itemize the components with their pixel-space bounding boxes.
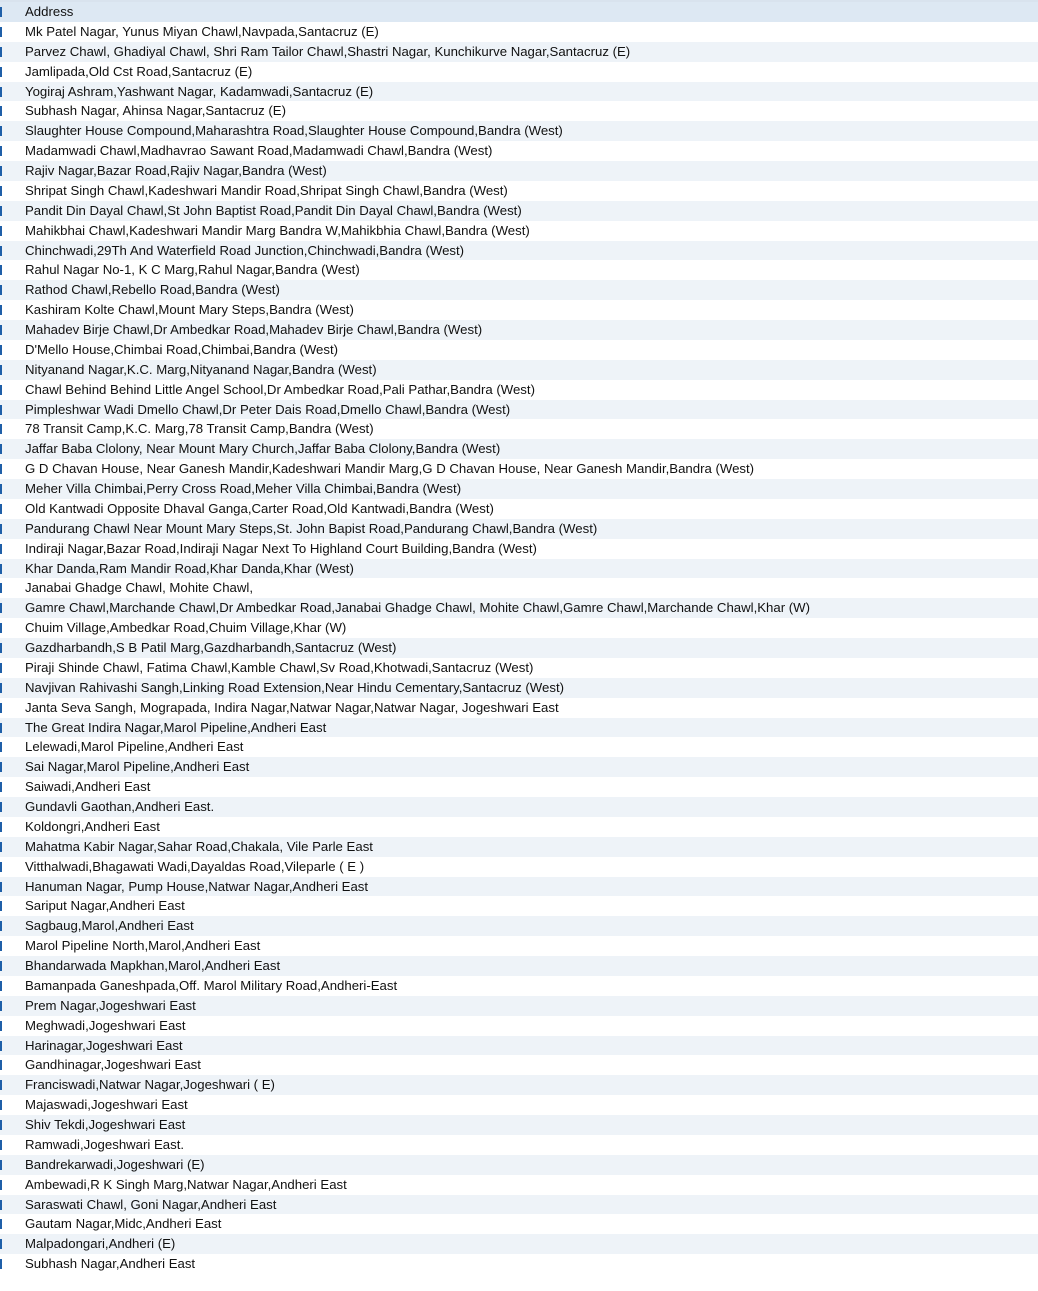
row-marker: [0, 564, 2, 574]
table-row: [0, 1234, 1038, 1254]
row-marker: [0, 882, 2, 892]
address-cell: Vitthalwadi,Bhagawati Wadi,Dayaldas Road,Vileparle ( E ): [25, 858, 365, 874]
row-marker: [0, 325, 2, 335]
table-row: [0, 1155, 1038, 1175]
row-marker: [0, 424, 2, 434]
row-marker: [0, 742, 2, 752]
address-cell: Madamwadi Chawl,Madhavrao Sawant Road,Madamwadi Chawl,Bandra (West): [25, 143, 493, 159]
address-cell: Rahul Nagar No-1, K C Marg,Rahul Nagar,Bandra (West): [25, 262, 360, 278]
row-marker: [0, 723, 2, 733]
row-marker: [0, 862, 2, 872]
row-marker: [0, 1219, 2, 1229]
row-marker: [0, 47, 2, 57]
table-row: [0, 1055, 1038, 1075]
table-row: [0, 42, 1038, 62]
table-row: [0, 260, 1038, 280]
address-cell: Majaswadi,Jogeshwari East: [25, 1097, 188, 1113]
table-row: [0, 360, 1038, 380]
table-row: [0, 1036, 1038, 1056]
row-marker: [0, 603, 2, 613]
table-row: [0, 320, 1038, 340]
address-cell: Subhash Nagar, Ahinsa Nagar,Santacruz (E): [25, 103, 286, 119]
row-marker: [0, 27, 2, 37]
address-cell: Marol Pipeline North,Marol,Andheri East: [25, 938, 261, 954]
table-row: [0, 578, 1038, 598]
address-cell: Janabai Ghadge Chawl, Mohite Chawl,: [25, 580, 253, 596]
row-marker: [0, 1160, 2, 1170]
row-marker: [0, 504, 2, 514]
table-row: [0, 658, 1038, 678]
address-cell: Old Kantwadi Opposite Dhaval Ganga,Carter Road,Old Kantwadi,Bandra (West): [25, 500, 494, 516]
row-marker: [0, 87, 2, 97]
address-cell: Rathod Chawl,Rebello Road,Bandra (West): [25, 282, 280, 298]
address-cell: Bhandarwada Mapkhan,Marol,Andheri East: [25, 958, 281, 973]
table-row: [0, 996, 1038, 1016]
address-cell: Khar Danda,Ram Mandir Road,Khar Danda,Khar (West): [25, 560, 354, 576]
row-marker: [0, 1120, 2, 1130]
address-cell: Janta Seva Sangh, Mograpada, Indira Nagar,Natwar Nagar,Natwar Nagar, Jogeshwari East: [25, 699, 559, 715]
table-header-row: [0, 2, 1038, 22]
table-row: [0, 817, 1038, 837]
row-marker: [0, 1200, 2, 1210]
row-marker: [0, 186, 2, 196]
table-row: [0, 241, 1038, 261]
address-cell: Shiv Tekdi,Jogeshwari East: [25, 1117, 186, 1132]
address-cell: Subhash Nagar,Andheri East: [25, 1256, 196, 1272]
table-row: [0, 221, 1038, 241]
table-row: [0, 161, 1038, 181]
table-row: [0, 936, 1038, 956]
table-row: [0, 101, 1038, 121]
table-row: [0, 618, 1038, 638]
address-cell: Parvez Chawl, Ghadiyal Chawl, Shri Ram Tailor Chawl,Shastri Nagar, Kunchikurve Nagar,Santacruz (E): [25, 43, 631, 59]
row-marker: [0, 67, 2, 77]
table-row: [0, 459, 1038, 479]
table-row: [0, 1175, 1038, 1195]
table-row: [0, 1095, 1038, 1115]
address-cell: Chawl Behind Behind Little Angel School,Dr Ambedkar Road,Pali Pathar,Bandra (West): [25, 381, 535, 397]
table-row: [0, 499, 1038, 519]
table-row: [0, 400, 1038, 420]
row-marker: [0, 961, 2, 971]
row-marker: [0, 1080, 2, 1090]
row-marker: [0, 1239, 2, 1249]
table-row: [0, 519, 1038, 539]
table-row: [0, 877, 1038, 897]
table-row: [0, 141, 1038, 161]
table-row: [0, 718, 1038, 738]
address-cell: Gazdharbandh,S B Patil Marg,Gazdharbandh,Santacruz (West): [25, 640, 397, 655]
table-row: [0, 1135, 1038, 1155]
row-marker: [0, 1021, 2, 1031]
row-marker: [0, 1060, 2, 1070]
row-marker: [0, 782, 2, 792]
address-cell: Kashiram Kolte Chawl,Mount Mary Steps,Bandra (West): [25, 302, 354, 318]
address-cell: Mahikbhai Chawl,Kadeshwari Mandir Marg Bandra W,Mahikbhia Chawl,Bandra (West): [25, 222, 530, 238]
address-cell: Gautam Nagar,Midc,Andheri East: [25, 1216, 222, 1232]
address-cell: D'Mello House,Chimbai Road,Chimbai,Bandra (West): [25, 341, 339, 357]
row-marker: [0, 822, 2, 832]
row-marker: [0, 345, 2, 355]
row-marker: [0, 941, 2, 951]
row-marker: [0, 7, 2, 17]
row-marker: [0, 206, 2, 216]
row-marker: [0, 464, 2, 474]
address-cell: Bandrekarwadi,Jogeshwari (E): [25, 1156, 205, 1172]
table-row: [0, 380, 1038, 400]
table-row: [0, 201, 1038, 221]
table-row: [0, 340, 1038, 360]
table-row: [0, 678, 1038, 698]
row-marker: [0, 901, 2, 911]
address-cell: Mahatma Kabir Nagar,Sahar Road,Chakala, Vile Parle East: [25, 838, 373, 854]
address-cell: Navjivan Rahivashi Sangh,Linking Road Extension,Near Hindu Cementary,Santacruz (West): [25, 679, 564, 695]
row-marker: [0, 405, 2, 415]
address-cell: Sariput Nagar,Andheri East: [25, 898, 185, 914]
address-cell: Gundavli Gaothan,Andheri East.: [25, 799, 215, 814]
address-cell: Sai Nagar,Marol Pipeline,Andheri East: [25, 759, 250, 775]
table-row: [0, 539, 1038, 559]
row-marker: [0, 444, 2, 454]
table-row: [0, 896, 1038, 916]
table-row: [0, 638, 1038, 658]
row-marker: [0, 365, 2, 375]
row-marker: [0, 842, 2, 852]
address-cell: Hanuman Nagar, Pump House,Natwar Nagar,Andheri East: [25, 878, 369, 894]
address-cell: Jamlipada,Old Cst Road,Santacruz (E): [25, 63, 253, 79]
address-cell: Shripat Singh Chawl,Kadeshwari Mandir Road,Shripat Singh Chawl,Bandra (West): [25, 182, 508, 198]
table-row: [0, 82, 1038, 102]
address-cell: Saraswati Chawl, Goni Nagar,Andheri East: [25, 1196, 277, 1212]
table-row: [0, 479, 1038, 499]
address-cell: Chinchwadi,29Th And Waterfield Road Junction,Chinchwadi,Bandra (West): [25, 242, 465, 258]
table-row: [0, 181, 1038, 201]
address-cell: Nityanand Nagar,K.C. Marg,Nityanand Nagar,Bandra (West): [25, 361, 377, 377]
row-marker: [0, 1001, 2, 1011]
table-row: [0, 976, 1038, 996]
row-marker: [0, 524, 2, 534]
address-cell: Pandit Din Dayal Chawl,St John Baptist Road,Pandit Din Dayal Chawl,Bandra (West): [25, 202, 522, 218]
table-row: [0, 698, 1038, 718]
address-cell: Jaffar Baba Clolony, Near Mount Mary Church,Jaffar Baba Clolony,Bandra (West): [25, 441, 501, 457]
table-row: [0, 1016, 1038, 1036]
table-row: [0, 559, 1038, 579]
address-cell: Piraji Shinde Chawl, Fatima Chawl,Kamble Chawl,Sv Road,Khotwadi,Santacruz (West): [25, 659, 534, 675]
row-marker: [0, 921, 2, 931]
address-table: [0, 2, 1038, 1274]
column-header-address: Address: [25, 4, 74, 19]
row-marker: [0, 484, 2, 494]
address-cell: Mahadev Birje Chawl,Dr Ambedkar Road,Mahadev Birje Chawl,Bandra (West): [25, 322, 483, 337]
row-marker: [0, 106, 2, 116]
row-marker: [0, 802, 2, 812]
row-marker: [0, 1180, 2, 1190]
address-cell: Ambewadi,R K Singh Marg,Natwar Nagar,Andheri East: [25, 1176, 347, 1192]
address-cell: 78 Transit Camp,K.C. Marg,78 Transit Camp,Bandra (West): [25, 421, 374, 437]
address-cell: Meghwadi,Jogeshwari East: [25, 1017, 186, 1033]
table-row: [0, 22, 1038, 42]
row-marker: [0, 246, 2, 256]
address-cell: Mk Patel Nagar, Yunus Miyan Chawl,Navpada,Santacruz (E): [25, 23, 379, 39]
address-cell: Ramwadi,Jogeshwari East.: [25, 1136, 185, 1152]
row-marker: [0, 643, 2, 653]
row-marker: [0, 623, 2, 633]
table-row: [0, 797, 1038, 817]
address-cell: Pimpleshwar Wadi Dmello Chawl,Dr Peter Dais Road,Dmello Chawl,Bandra (West): [25, 401, 511, 417]
address-cell: Saiwadi,Andheri East: [25, 779, 151, 795]
table-row: [0, 737, 1038, 757]
table-row: [0, 419, 1038, 439]
row-marker: [0, 385, 2, 395]
address-cell: The Great Indira Nagar,Marol Pipeline,Andheri East: [25, 719, 327, 735]
row-marker: [0, 1140, 2, 1150]
row-marker: [0, 146, 2, 156]
row-marker: [0, 126, 2, 136]
address-cell: Gamre Chawl,Marchande Chawl,Dr Ambedkar Road,Janabai Ghadge Chawl, Mohite Chawl,Gamre Chawl,Marchande Chawl,Khar (W): [25, 600, 810, 616]
table-row: [0, 1075, 1038, 1095]
table-row: [0, 439, 1038, 459]
row-marker: [0, 265, 2, 275]
row-marker: [0, 226, 2, 236]
address-cell: Bamanpada Ganeshpada,Off. Marol Military Road,Andheri-East: [25, 977, 398, 993]
table-row: [0, 121, 1038, 141]
address-cell: Slaughter House Compound,Maharashtra Road,Slaughter House Compound,Bandra (West): [25, 123, 563, 139]
table-row: [0, 837, 1038, 857]
table-row: [0, 916, 1038, 936]
address-cell: Koldongri,Andheri East: [25, 818, 160, 834]
row-marker: [0, 981, 2, 991]
address-cell: Chuim Village,Ambedkar Road,Chuim Village,Khar (W): [25, 620, 347, 636]
address-cell: Harinagar,Jogeshwari East: [25, 1037, 183, 1053]
row-marker: [0, 544, 2, 554]
row-marker: [0, 762, 2, 772]
row-marker: [0, 583, 2, 593]
row-marker: [0, 1041, 2, 1051]
row-marker: [0, 305, 2, 315]
address-cell: Franciswadi,Natwar Nagar,Jogeshwari ( E): [25, 1077, 275, 1093]
table-row: [0, 777, 1038, 797]
address-cell: Yogiraj Ashram,Yashwant Nagar, Kadamwadi,Santacruz (E): [25, 83, 374, 99]
address-cell: Pandurang Chawl Near Mount Mary Steps,St. John Bapist Road,Pandurang Chawl,Bandra (West): [25, 520, 598, 536]
table-row: [0, 598, 1038, 618]
table-row: [0, 857, 1038, 877]
row-marker: [0, 285, 2, 295]
row-marker: [0, 1259, 2, 1269]
row-marker: [0, 166, 2, 176]
row-marker: [0, 683, 2, 693]
table-row: [0, 757, 1038, 777]
table-row: [0, 1214, 1038, 1234]
address-cell: Sagbaug,Marol,Andheri East: [25, 918, 194, 934]
table-row: [0, 1195, 1038, 1215]
row-marker: [0, 663, 2, 673]
table-row: [0, 62, 1038, 82]
table-row: [0, 1115, 1038, 1135]
table-row: [0, 280, 1038, 300]
address-cell: Indiraji Nagar,Bazar Road,Indiraji Nagar Next To Highland Court Building,Bandra (West): [25, 540, 537, 556]
table-row: [0, 300, 1038, 320]
table-row: [0, 956, 1038, 976]
address-cell: Rajiv Nagar,Bazar Road,Rajiv Nagar,Bandra (West): [25, 163, 327, 178]
address-cell: Lelewadi,Marol Pipeline,Andheri East: [25, 739, 244, 755]
address-cell: Prem Nagar,Jogeshwari East: [25, 997, 196, 1013]
address-cell: Malpadongari,Andheri (E): [25, 1236, 176, 1252]
address-cell: G D Chavan House, Near Ganesh Mandir,Kadeshwari Mandir Marg,G D Chavan House, Near Ganesh Mandir,Bandra (West): [25, 461, 755, 477]
row-marker: [0, 1100, 2, 1110]
table-row: [0, 1254, 1038, 1274]
address-cell: Meher Villa Chimbai,Perry Cross Road,Meher Villa Chimbai,Bandra (West): [25, 481, 462, 496]
row-marker: [0, 703, 2, 713]
address-cell: Gandhinagar,Jogeshwari East: [25, 1057, 201, 1073]
